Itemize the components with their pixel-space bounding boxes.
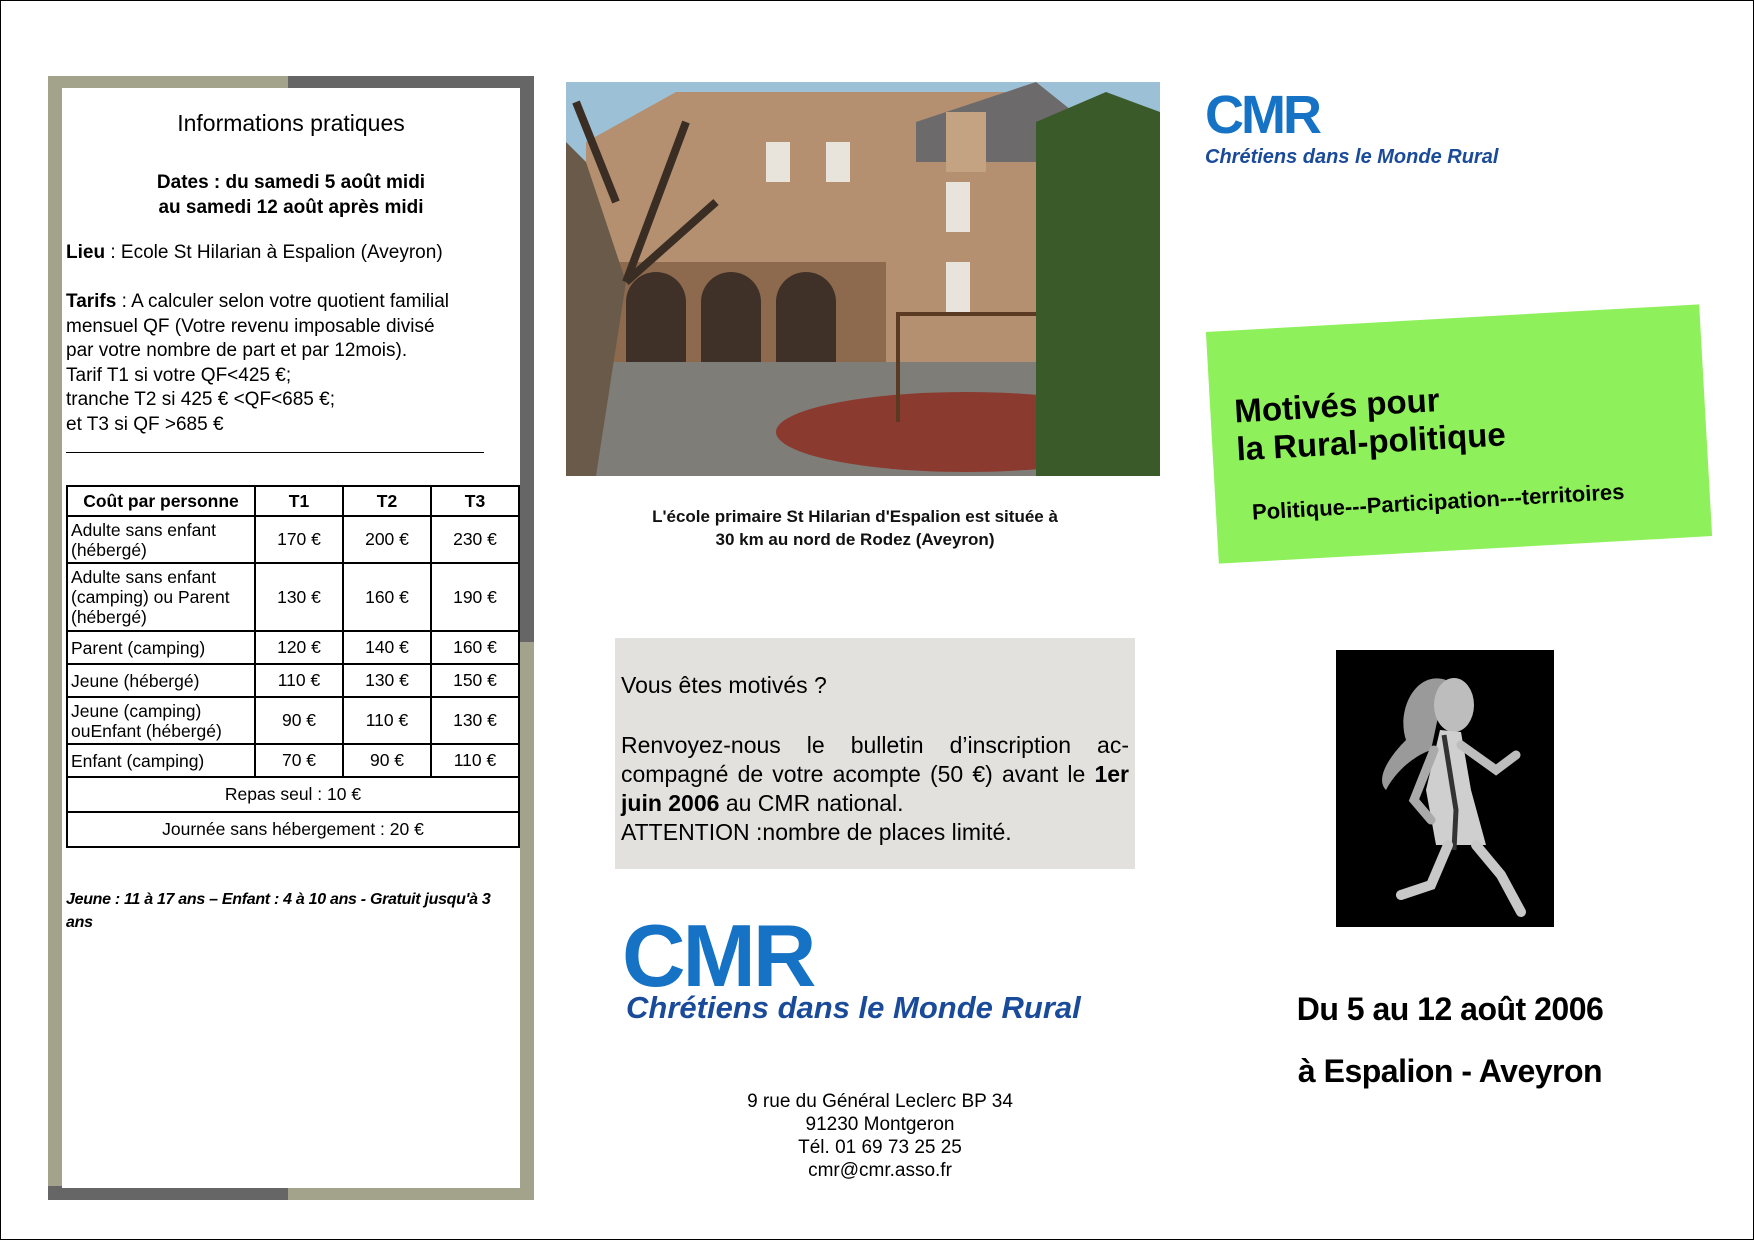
table-cell: 190 €: [431, 563, 519, 631]
info-title: Informations pratiques: [177, 110, 405, 136]
lieu-label: Lieu: [66, 242, 106, 263]
tarifs-line: par votre nombre de part et par 12mois).: [66, 340, 408, 361]
registration-deadline: 1er juin 2006: [621, 761, 1129, 816]
table-cell: 70 €: [255, 744, 343, 777]
cmr-logo-small: [1205, 82, 1499, 182]
practical-info-card: [62, 88, 520, 1188]
table-cell-category: Enfant (camping): [67, 744, 255, 777]
email-address: cmr@cmr.asso.fr: [808, 1160, 952, 1181]
table-row: [67, 631, 519, 664]
tarifs-line: mensuel QF (Votre revenu imposable divisé: [66, 315, 435, 337]
table-header: T2: [343, 486, 431, 516]
table-header: Coût par personne: [67, 486, 255, 516]
photo-caption-line1: L'école primaire St Hilarian d'Espalion est située à: [652, 507, 1058, 526]
table-cell: 230 €: [431, 516, 519, 563]
table-row: [67, 744, 519, 777]
table-cell: 130 €: [431, 697, 519, 744]
banner-title: [1233, 377, 1506, 468]
table-cell: 160 €: [431, 631, 519, 664]
table-cell-category: Parent (camping): [67, 631, 255, 664]
table-cell: 90 €: [255, 697, 343, 744]
table-cell-category: Adulte sans enfant (camping) ou Parent (hébergé): [67, 563, 255, 631]
age-note: Jeune : 11 à 17 ans – Enfant : 4 à 10 ans - Gratuit jusqu'à 3 ans: [66, 891, 491, 931]
logo-name: Chrétiens dans le Monde Rural: [1205, 146, 1499, 168]
table-row: [67, 563, 519, 631]
table-cell: 200 €: [343, 516, 431, 563]
motivation-body: [621, 731, 1129, 847]
event-dates: [1240, 978, 1660, 1102]
table-cell: 110 €: [255, 664, 343, 697]
table-header-row: [67, 486, 519, 516]
banner-title-line1: Motivés pour: [1233, 381, 1441, 430]
cmr-logo-large: [600, 895, 1081, 1050]
meal-only-price: Repas seul : 10 €: [67, 777, 519, 812]
table-cell-category: Jeune (camping) ouEnfant (hébergé): [67, 697, 255, 744]
table-row: [67, 664, 519, 697]
table-cell: 140 €: [343, 631, 431, 664]
tarifs-label: Tarifs: [66, 291, 117, 312]
table-cell: 120 €: [255, 631, 343, 664]
table-cell: 150 €: [431, 664, 519, 697]
table-row: [67, 777, 519, 812]
table-row: [67, 516, 519, 563]
table-header: T1: [255, 486, 343, 516]
address-line: 91230 Montgeron: [805, 1114, 955, 1135]
lieu-text: : Ecole St Hilarian à Espalion (Aveyron): [105, 242, 443, 263]
event-location: à Espalion - Aveyron: [1297, 1053, 1603, 1089]
title-banner: [1206, 304, 1712, 563]
school-photo: [566, 82, 1160, 476]
tarifs-line: Tarif T1 si votre QF<425 €;: [66, 364, 292, 386]
table-cell: 170 €: [255, 516, 343, 563]
price-table: [66, 485, 520, 848]
table-cell-category: Adulte sans enfant (hébergé): [67, 516, 255, 563]
tarifs-line: : A calculer selon votre quotient familial: [116, 291, 450, 312]
table-cell: 90 €: [343, 744, 431, 777]
table-cell: 110 €: [343, 697, 431, 744]
table-row: [67, 812, 519, 847]
school-photo-illustration: [566, 82, 1160, 476]
motivation-box: [615, 638, 1135, 869]
address-block: [700, 1090, 1060, 1182]
table-cell-category: Jeune (hébergé): [67, 664, 255, 697]
table-cell: 160 €: [343, 563, 431, 631]
info-lieu: [66, 242, 443, 264]
banner-title-line2: la Rural-politique: [1235, 415, 1507, 468]
photo-caption-line2: 30 km au nord de Rodez (Aveyron): [715, 530, 995, 549]
running-woman-illustration: [1336, 650, 1554, 927]
dates-line1: : du samedi 5 août midi: [208, 172, 426, 193]
table-row: [67, 697, 519, 744]
motivation-text: au CMR national.: [719, 790, 904, 816]
table-cell: 130 €: [255, 563, 343, 631]
day-no-lodging-price: Journée sans hébergement : 20 €: [67, 812, 519, 847]
table-cell: 130 €: [343, 664, 431, 697]
table-cell: 110 €: [431, 744, 519, 777]
phone-number: Tél. 01 69 73 25 25: [798, 1137, 962, 1158]
info-dates: [62, 170, 520, 220]
dates-label: Dates: [156, 172, 209, 193]
motivation-question: Vous êtes motivés ?: [621, 672, 827, 698]
tarifs-line: et T3 si QF >685 €: [66, 413, 224, 435]
divider: [66, 452, 484, 453]
dates-line2: au samedi 12 août après midi: [158, 197, 424, 218]
logo-mark: CMR: [622, 906, 814, 1005]
logo-mark: CMR: [1205, 85, 1319, 145]
running-woman-icon: [1336, 650, 1554, 927]
motivation-text: Renvoyez-nous le bulletin d’inscription ac-compagné de votre acompte (50 €) avant le: [621, 732, 1129, 787]
table-header: T3: [431, 486, 519, 516]
logo-name: Chrétiens dans le Monde Rural: [626, 990, 1081, 1025]
event-date-range: Du 5 au 12 août 2006: [1296, 991, 1604, 1027]
address-line: 9 rue du Général Leclerc BP 34: [747, 1091, 1013, 1112]
info-tarifs: [66, 290, 496, 437]
attention-text: ATTENTION :nombre de places limité.: [621, 819, 1012, 845]
banner-subtitle: Politique---Participation---territoires: [1251, 478, 1625, 525]
photo-caption: [620, 505, 1090, 551]
tarifs-line: tranche T2 si 425 € <QF<685 €;: [66, 389, 335, 410]
